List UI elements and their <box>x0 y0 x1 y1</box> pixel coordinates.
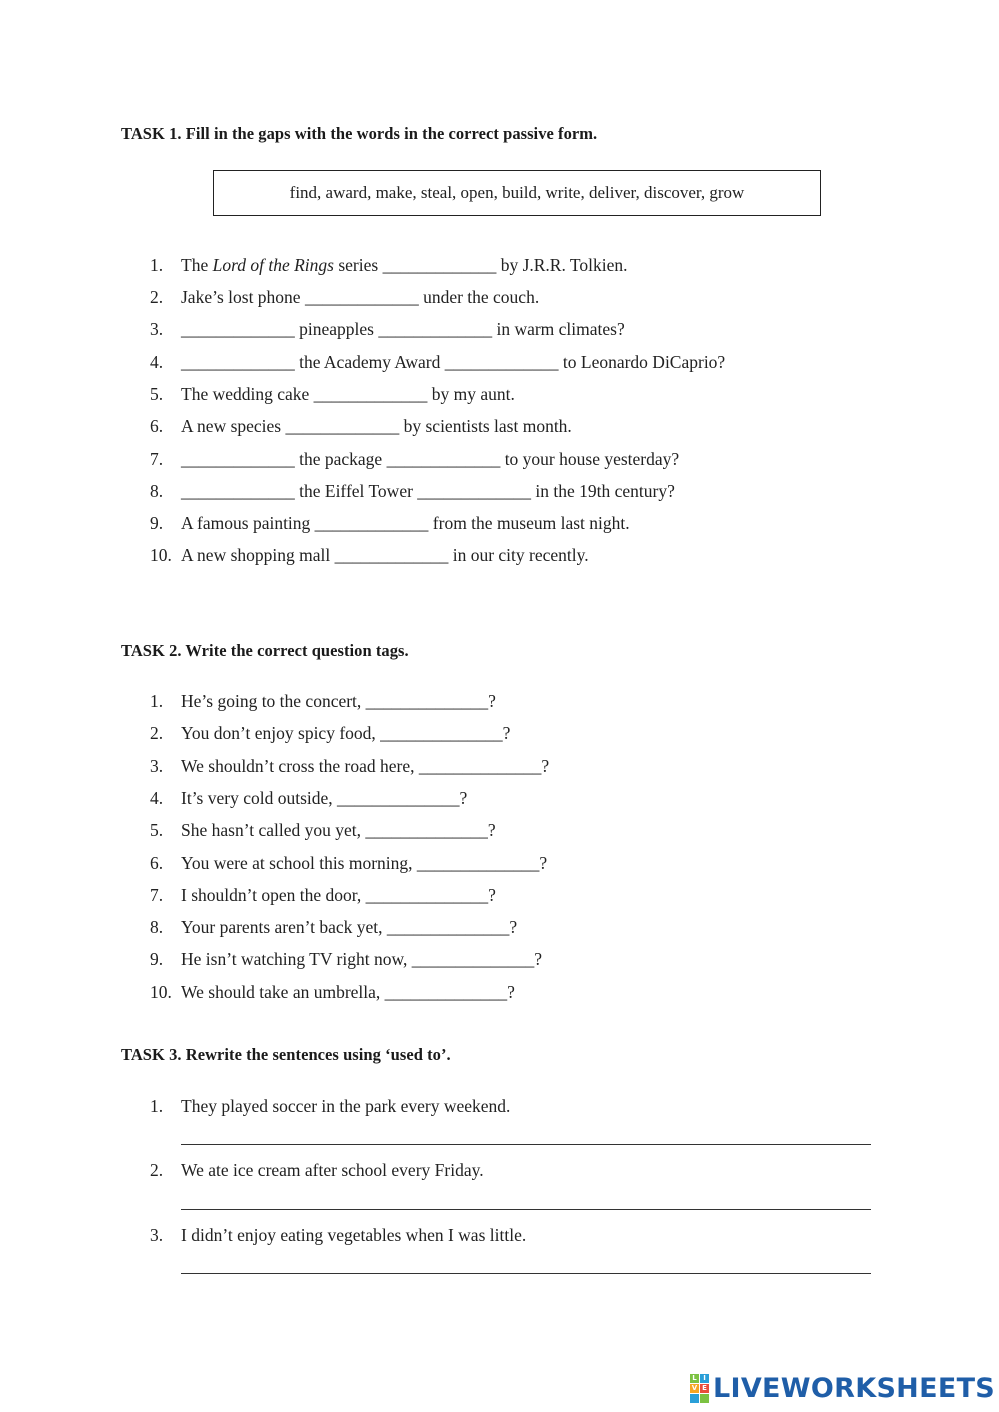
item-text: _____________ pineapples _____________ in warm climates? <box>181 319 625 339</box>
answer-line[interactable] <box>181 1273 871 1274</box>
list-item <box>0 851 999 875</box>
item-number: 8. <box>150 917 164 937</box>
list-item <box>0 1094 999 1118</box>
item-number: 2. <box>150 723 164 743</box>
item-number: 9. <box>150 513 164 533</box>
item-text: She hasn’t called you yet, ______________? <box>181 820 496 840</box>
item-text: A famous painting _____________ from the museum last night. <box>181 513 630 533</box>
item-text: I didn’t enjoy eating vegetables when I was little. <box>181 1225 527 1245</box>
item-text: We should take an umbrella, ______________? <box>181 982 515 1002</box>
item-text: A new shopping mall _____________ in our city recently. <box>181 545 589 565</box>
logo-text: LIVEWORKSHEETS <box>713 1372 996 1404</box>
item-number: 2. <box>150 1160 164 1180</box>
item-number: 10. <box>150 982 172 1002</box>
list-item <box>0 818 999 842</box>
item-text: I shouldn’t open the door, ______________? <box>181 885 496 905</box>
list-item <box>0 511 999 535</box>
logo-block <box>700 1394 709 1403</box>
item-number: 3. <box>150 1225 164 1245</box>
item-number: 2. <box>150 287 164 307</box>
item-number: 7. <box>150 885 164 905</box>
list-item <box>0 479 999 503</box>
list-item <box>0 543 999 567</box>
item-number: 1. <box>150 691 164 711</box>
item-number: 3. <box>150 319 164 339</box>
item-number: 8. <box>150 481 164 501</box>
list-item <box>0 414 999 438</box>
item-number: 1. <box>150 1096 164 1116</box>
item-text: _____________ the Academy Award _____________ to Leonardo DiCaprio? <box>181 352 726 372</box>
item-text: Jake’s lost phone _____________ under the couch. <box>181 287 540 307</box>
item-number: 3. <box>150 756 164 776</box>
list-item <box>0 689 999 713</box>
item-text: The wedding cake _____________ by my aunt. <box>181 384 515 404</box>
item-text: You don’t enjoy spicy food, ______________? <box>181 723 511 743</box>
list-item <box>0 1223 999 1247</box>
word-box: find, award, make, steal, open, build, write, deliver, discover, grow <box>213 170 821 216</box>
item-text: _____________ the package _____________ to your house yesterday? <box>181 449 680 469</box>
logo-block <box>690 1394 699 1403</box>
list-item <box>0 350 999 374</box>
list-item <box>0 915 999 939</box>
item-number: 6. <box>150 853 164 873</box>
list-item <box>0 721 999 745</box>
answer-line[interactable] <box>181 1209 871 1210</box>
item-text: He isn’t watching TV right now, ______________? <box>181 949 542 969</box>
list-item <box>0 382 999 406</box>
item-text: It’s very cold outside, ______________? <box>181 788 468 808</box>
list-item <box>0 253 999 277</box>
list-item <box>0 980 999 1004</box>
item-text: He’s going to the concert, ______________? <box>181 691 496 711</box>
item-text-end: series _____________ by J.R.R. Tolkien. <box>333 255 628 275</box>
item-text: Your parents aren’t back yet, ______________? <box>181 917 518 937</box>
item-number: 7. <box>150 449 164 469</box>
item-number: 4. <box>150 788 164 808</box>
list-item <box>0 1158 999 1182</box>
list-item <box>0 883 999 907</box>
liveworksheets-logo[interactable] <box>690 1373 995 1403</box>
answer-line[interactable] <box>181 1144 871 1145</box>
item-text: They played soccer in the park every weekend. <box>181 1096 511 1116</box>
item-text: You were at school this morning, ______________? <box>181 853 548 873</box>
item-text: _____________ the Eiffel Tower _____________ in the 19th century? <box>181 481 675 501</box>
task1-title: TASK 1. Fill in the gaps with the words in the correct passive form. <box>121 124 598 143</box>
list-item <box>0 317 999 341</box>
item-number: 1. <box>150 255 164 275</box>
item-number: 9. <box>150 949 164 969</box>
list-item <box>0 447 999 471</box>
item-number: 5. <box>150 384 164 404</box>
logo-icon <box>690 1374 709 1403</box>
item-text <box>181 253 628 277</box>
task2-title: TASK 2. Write the correct question tags. <box>121 641 409 660</box>
list-item <box>0 285 999 309</box>
list-item <box>0 786 999 810</box>
logo-block: L <box>690 1374 699 1383</box>
list-item <box>0 947 999 971</box>
task3-title: TASK 3. Rewrite the sentences using ‘used to’. <box>121 1045 451 1064</box>
list-item <box>0 754 999 778</box>
item-number: 5. <box>150 820 164 840</box>
item-number: 4. <box>150 352 164 372</box>
item-text: We ate ice cream after school every Friday. <box>181 1160 484 1180</box>
item-text: We shouldn’t cross the road here, ______________? <box>181 756 550 776</box>
item-number: 6. <box>150 416 164 436</box>
item-text-start: The <box>181 255 213 275</box>
item-text: A new species _____________ by scientists last month. <box>181 416 572 436</box>
book-title: Lord of the Rings <box>212 255 334 275</box>
logo-block: V <box>691 1383 698 1392</box>
logo-block: E <box>700 1384 709 1393</box>
item-number: 10. <box>150 545 172 565</box>
logo-block: I <box>700 1374 709 1383</box>
